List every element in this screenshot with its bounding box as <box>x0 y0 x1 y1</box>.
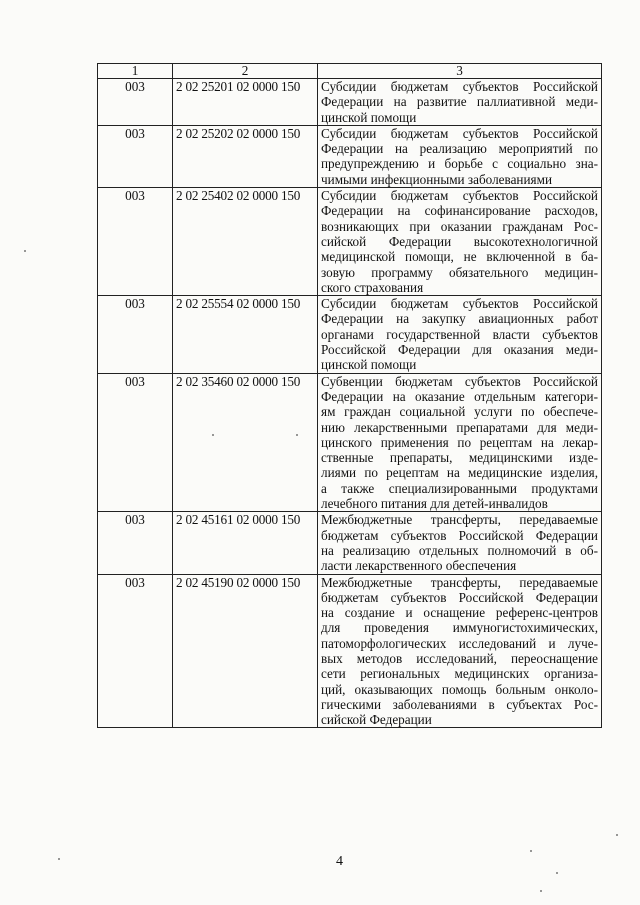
description-line: Российской Федерации для оказания меди- <box>321 342 598 358</box>
admin-code-cell: 003 <box>98 574 173 728</box>
scan-speck <box>24 250 26 252</box>
description-line: предупреждению и борьбе с социально зна- <box>321 156 598 172</box>
scan-speck <box>540 890 542 892</box>
budget-code-cell: 2 02 45190 02 0000 150 <box>173 574 318 728</box>
description-line: зовую программу обязательного медицин- <box>321 264 598 280</box>
budget-code-cell: 2 02 25202 02 0000 150 <box>173 125 318 187</box>
budget-code-cell: 2 02 35460 02 0000 150 <box>173 373 318 512</box>
scan-speck <box>212 434 214 436</box>
scan-speck <box>556 872 558 874</box>
description-cell <box>318 512 602 574</box>
description-line: лечебного питания для детей-инвалидов <box>321 496 548 512</box>
description-line: лиями по рецептам на медицинские изделия, <box>321 465 598 481</box>
description-line: ций, оказывающих помощь больным онколо- <box>321 681 598 697</box>
budget-code-cell: 2 02 25201 02 0000 150 <box>173 79 318 126</box>
table-body <box>98 79 602 728</box>
table-row <box>98 373 602 512</box>
admin-code-cell: 003 <box>98 125 173 187</box>
admin-code-cell: 003 <box>98 188 173 296</box>
page-number: 4 <box>336 854 343 869</box>
description-line: чимыми инфекционными заболеваниями <box>321 171 553 187</box>
header-col-3: 3 <box>318 64 602 79</box>
description-line: Федерации на закупку авиационных работ <box>321 311 598 327</box>
description-line: сийской Федерации высокотехнологичной <box>321 233 598 249</box>
header-col-1: 1 <box>98 64 173 79</box>
description-line: сийской Федерации <box>321 712 432 728</box>
description-line: ласти лекарственного обеспечения <box>321 558 517 574</box>
scan-speck <box>530 850 532 852</box>
description-cell <box>318 79 602 126</box>
description-line: нию лекарственными препаратами для меди- <box>321 419 598 435</box>
header-col-2: 2 <box>173 64 318 79</box>
description-line: ственные препараты, медицинскими изде- <box>321 450 598 466</box>
description-line: бюджетам субъектов Российской Федерации <box>321 589 598 605</box>
description-line: Субсидии бюджетам субъектов Российской <box>321 296 598 312</box>
description-cell <box>318 373 602 512</box>
budget-codes-table <box>97 63 602 728</box>
description-cell <box>318 574 602 728</box>
description-line: вых методов исследований, переоснащение <box>321 650 598 666</box>
scan-speck <box>296 434 298 436</box>
description-line: Межбюджетные трансферты, передаваемые <box>321 574 598 590</box>
budget-code-cell: 2 02 25554 02 0000 150 <box>173 296 318 373</box>
description-line: гическими заболеваниями в субъектах Рос- <box>321 696 598 712</box>
scan-speck <box>58 858 60 860</box>
description-line: Субсидии бюджетам субъектов Российской <box>321 125 598 141</box>
description-line: на создание и оснащение референс-центров <box>321 605 598 621</box>
admin-code-cell: 003 <box>98 79 173 126</box>
description-line: ского страхования <box>321 279 424 295</box>
description-line: цинского применения по рецептам на лекар- <box>321 434 598 450</box>
description-line: а также специализированными продуктами <box>321 480 598 496</box>
description-line: Субвенции бюджетам субъектов Российской <box>321 373 598 389</box>
table-row <box>98 512 602 574</box>
description-line: сети региональных медицинских организа- <box>321 666 598 682</box>
description-line: органами государственной власти субъектов <box>321 326 598 342</box>
description-line: бюджетам субъектов Российской Федерации <box>321 527 598 543</box>
description-line: цинской помощи <box>321 357 417 373</box>
description-line: медицинской помощи, не включенной в ба- <box>321 249 598 265</box>
admin-code-cell: 003 <box>98 512 173 574</box>
description-line: Субсидии бюджетам субъектов Российской <box>321 79 598 94</box>
description-line: цинской помощи <box>321 109 417 125</box>
scan-speck <box>616 834 618 836</box>
description-cell <box>318 188 602 296</box>
description-line: Федерации на развитие паллиативной меди- <box>321 94 598 110</box>
description-line: ям граждан социальной услуги по обеспече- <box>321 404 598 420</box>
budget-code-cell: 2 02 45161 02 0000 150 <box>173 512 318 574</box>
description-line: Межбюджетные трансферты, передаваемые <box>321 512 598 528</box>
table-row <box>98 296 602 373</box>
admin-code-cell: 003 <box>98 296 173 373</box>
description-line: Федерации на реализацию мероприятий по <box>321 141 598 157</box>
table-row <box>98 79 602 126</box>
description-line: патоморфологических исследований и луче- <box>321 635 598 651</box>
description-line: Федерации на софинансирование расходов, <box>321 203 598 219</box>
description-line: Федерации на оказание отдельным категори- <box>321 388 598 404</box>
description-line: Субсидии бюджетам субъектов Российской <box>321 188 598 204</box>
table-row <box>98 188 602 296</box>
description-line: возникающих при оказании гражданам Рос- <box>321 218 598 234</box>
budget-code-cell: 2 02 25402 02 0000 150 <box>173 188 318 296</box>
table-row <box>98 574 602 728</box>
description-line: на реализацию отдельных полномочий в об- <box>321 542 598 558</box>
table-row <box>98 125 602 187</box>
description-line: для проведения иммуногистохимических, <box>321 620 598 636</box>
description-cell <box>318 296 602 373</box>
table-header-row <box>98 64 602 79</box>
description-cell <box>318 125 602 187</box>
admin-code-cell: 003 <box>98 373 173 512</box>
